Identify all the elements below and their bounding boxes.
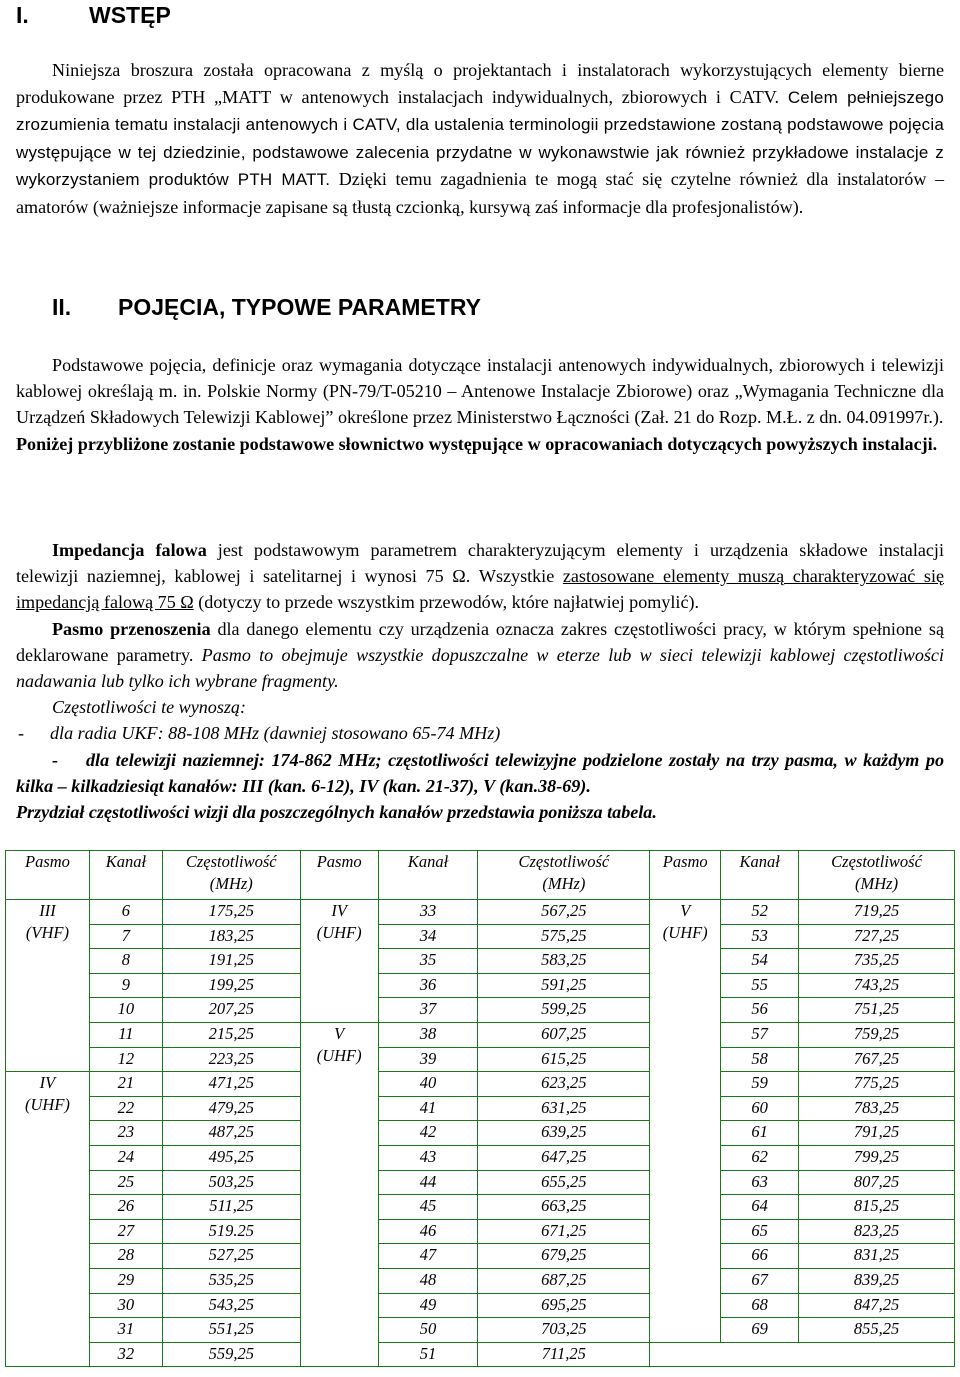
frequency-cell: 207,25 [162, 998, 300, 1023]
frequency-cell: 199,25 [162, 973, 300, 998]
frequency-cell: 783,25 [799, 1096, 955, 1121]
frequency-cell: 607,25 [478, 1022, 650, 1047]
channel-cell: 9 [89, 973, 162, 998]
channel-cell: 36 [378, 973, 478, 998]
channel-cell: 68 [721, 1293, 799, 1318]
band-paragraph [16, 616, 944, 695]
frequency-cell: 727,25 [799, 924, 955, 949]
frequency-cell: 815,25 [799, 1195, 955, 1220]
list-dash: - [52, 749, 59, 770]
frequency-cell: 567,25 [478, 900, 650, 925]
channel-cell: 58 [721, 1047, 799, 1072]
channel-cell: 39 [378, 1047, 478, 1072]
channel-cell: 33 [378, 900, 478, 925]
band-name: V [680, 901, 691, 920]
intro-text-3: Dzięki temu zagadnienia te mogą stać się czytelne również dla instalatorów – amatorów (ważniejsze informacje zapisane są tłustą czcionką, kursywą zaś informacje dla profesjonalistów). [16, 169, 945, 217]
channel-cell: 56 [721, 998, 799, 1023]
parameters-section [16, 537, 944, 825]
impedance-underlined-text: zastosowane elementy muszą charakteryzować się impedancją falową 75 Ω [16, 566, 944, 613]
table-row [6, 998, 955, 1023]
frequency-cell: 847,25 [799, 1293, 955, 1318]
frequency-cell: 807,25 [799, 1170, 955, 1195]
channel-cell: 31 [89, 1318, 162, 1343]
channel-cell: 40 [378, 1072, 478, 1097]
frequency-cell: 503,25 [162, 1170, 300, 1195]
frequency-cell: 591,25 [478, 973, 650, 998]
section-title: WSTĘP [89, 2, 171, 28]
intro-paragraph [16, 57, 944, 220]
frequency-cell: 183,25 [162, 924, 300, 949]
empty-cell [650, 1342, 955, 1367]
frequency-cell: 855,25 [799, 1318, 955, 1343]
table-row [6, 1244, 955, 1269]
channel-cell: 62 [721, 1145, 799, 1170]
channel-cell: 63 [721, 1170, 799, 1195]
band-cell-g3 [6, 900, 90, 1072]
frequency-cell: 583,25 [478, 949, 650, 974]
channel-cell: 34 [378, 924, 478, 949]
frequency-cell: 599,25 [478, 998, 650, 1023]
intro-text-1: Niniejsza broszura została opracowana z myślą o projektantach i instalatorach wykorzystujących elementy bierne produkowane przez PTH „MATT w antenowych instalacjach indywidualnych, zbiorowych i CATV. [16, 60, 944, 107]
channel-cell: 7 [89, 924, 162, 949]
frequency-cell: 719,25 [799, 900, 955, 925]
intro-text-2: Celem pełniejszego zrozumienia tematu instalacji antenowych i CATV, dla ustalenia terminologii przedstawione zostaną podstawowe pojęcia występujące w tej dziedzinie, podstawowe zalecenia przydatne w wykonawstwie jak również przykładowe instalacje z wykorzystaniem produktów PTH MATT. [16, 87, 944, 189]
table-row [6, 1072, 955, 1097]
table-row [6, 1293, 955, 1318]
header-frequency [162, 851, 300, 900]
channel-cell: 51 [378, 1342, 478, 1367]
channel-cell: 46 [378, 1219, 478, 1244]
frequency-cell: 647,25 [478, 1145, 650, 1170]
header-pasmo: Pasmo [300, 851, 378, 900]
frequency-cell: 743,25 [799, 973, 955, 998]
channel-cell: 22 [89, 1096, 162, 1121]
frequency-cell: 671,25 [478, 1219, 650, 1244]
channel-cell: 67 [721, 1268, 799, 1293]
table-header-row [6, 851, 955, 900]
channel-cell: 53 [721, 924, 799, 949]
channel-cell: 49 [378, 1293, 478, 1318]
header-frequency-label: Częstotliwość [831, 852, 922, 871]
section-heading-intro [16, 0, 171, 30]
band-cell-g4 [300, 900, 378, 1023]
channel-cell: 26 [89, 1195, 162, 1220]
channel-cell: 6 [89, 900, 162, 925]
list-dash: - [18, 723, 25, 744]
frequency-cell: 527,25 [162, 1244, 300, 1269]
channel-cell: 61 [721, 1121, 799, 1146]
frequency-cell: 519.25 [162, 1219, 300, 1244]
definitions-text: Podstawowe pojęcia, definicje oraz wymagania dotyczące instalacji antenowych indywidualnych, zbiorowych i telewizji kablowej określają m. in. Polskie Normy (PN-79/T-05210 – Antenowe Instalacje Zbiorowe) oraz „Wymagania Techniczne dla Urządzeń Składowych Telewizji Kablowej” określone przez Ministerstwo Łączności (Zał. 21 do Rozp. M.Ł. z dn. 04.091997r.). [16, 355, 944, 428]
channel-cell: 11 [89, 1022, 162, 1047]
channel-cell: 12 [89, 1047, 162, 1072]
frequency-cell: 679,25 [478, 1244, 650, 1269]
frequency-cell: 767,25 [799, 1047, 955, 1072]
channel-cell: 50 [378, 1318, 478, 1343]
channel-cell: 41 [378, 1096, 478, 1121]
band-name: III [39, 901, 56, 920]
section-number: I. [16, 2, 29, 28]
frequency-cell: 191,25 [162, 949, 300, 974]
frequency-cell: 687,25 [478, 1268, 650, 1293]
frequency-cell: 575,25 [478, 924, 650, 949]
frequency-cell: 535,25 [162, 1268, 300, 1293]
header-kanal: Kanał [89, 851, 162, 900]
frequency-cell: 175,25 [162, 900, 300, 925]
table-row [6, 1318, 955, 1343]
frequency-intro: Częstotliwości te wynoszą: [52, 697, 247, 718]
band-type: (UHF) [316, 923, 362, 942]
frequency-cell: 511,25 [162, 1195, 300, 1220]
table-row [6, 1022, 955, 1047]
table-row [6, 1268, 955, 1293]
list-item-tv [16, 747, 944, 799]
table-row [6, 1121, 955, 1146]
impedance-term: Impedancja falowa [52, 540, 207, 560]
definitions-paragraph [16, 352, 944, 457]
header-frequency-label: Częstotliwość [185, 852, 277, 871]
header-frequency-unit: (MHz) [855, 874, 899, 893]
channel-cell: 30 [89, 1293, 162, 1318]
table-row [6, 1145, 955, 1170]
band-type: (UHF) [25, 1095, 70, 1115]
table-row [6, 900, 955, 925]
frequency-cell: 759,25 [799, 1022, 955, 1047]
channel-cell: 55 [721, 973, 799, 998]
frequency-cell: 639,25 [478, 1121, 650, 1146]
channel-cell: 59 [721, 1072, 799, 1097]
channel-cell: 65 [721, 1219, 799, 1244]
channel-cell: 48 [378, 1268, 478, 1293]
channel-cell: 29 [89, 1268, 162, 1293]
table-row [6, 1195, 955, 1220]
header-frequency-unit: (MHz) [542, 874, 586, 893]
channel-cell: 47 [378, 1244, 478, 1269]
impedance-text-2: (dotyczy to przede wszystkim przewodów, które najłatwiej pomylić). [193, 592, 700, 613]
channel-cell: 60 [721, 1096, 799, 1121]
frequency-cell: 543,25 [162, 1293, 300, 1318]
header-kanal: Kanał [721, 851, 799, 900]
header-frequency-label: Częstotliwość [518, 852, 610, 871]
band-name: IV [331, 901, 347, 920]
channel-cell: 27 [89, 1219, 162, 1244]
frequency-cell: 655,25 [478, 1170, 650, 1195]
channel-cell: 57 [721, 1022, 799, 1047]
section-title: POJĘCIA, TYPOWE PARAMETRY [118, 294, 481, 320]
channel-cell: 45 [378, 1195, 478, 1220]
list-item-radio-text: dla radia UKF: 88-108 MHz (dawniej stosowano 65-74 MHz) [50, 723, 501, 744]
list-item-tv-text: dla telewizji naziemnej: 174-862 MHz; częstotliwości telewizyjne podzielone zostały na trzy pasma, w każdym po kilka – kilkadziesiąt kanałów: III (kan. 6-12), IV (kan. 21-37), V (kan.38-69). [16, 749, 944, 796]
channel-cell: 28 [89, 1244, 162, 1269]
frequency-cell: 695,25 [478, 1293, 650, 1318]
frequency-cell: 615,25 [478, 1047, 650, 1072]
band-text-2: Pasmo to obejmuje wszystkie dopuszczalne w eterze lub w sieci telewizji kablowej częstotliwości nadawania lub tylko ich wybrane fragmenty. [16, 644, 944, 692]
table-intro: Przydział częstotliwości wizji dla poszczególnych kanałów przedstawia poniższa tabela. [16, 802, 657, 823]
band-type: (UHF) [662, 923, 708, 942]
band-term: Pasmo przenoszenia [52, 618, 211, 639]
section-heading-concepts [52, 292, 481, 322]
frequency-cell: 711,25 [478, 1342, 650, 1367]
band-cell-g5 [300, 1022, 378, 1366]
channel-cell: 32 [89, 1342, 162, 1367]
frequency-cell: 735,25 [799, 949, 955, 974]
table-row [6, 949, 955, 974]
band-name: V [334, 1023, 345, 1043]
band-name: IV [39, 1073, 56, 1093]
frequency-cell: 791,25 [799, 1121, 955, 1146]
channel-cell: 42 [378, 1121, 478, 1146]
section-number: II. [52, 294, 72, 320]
frequency-cell: 479,25 [162, 1096, 300, 1121]
table-row [6, 1342, 955, 1367]
table-row [6, 1096, 955, 1121]
frequency-cell: 631,25 [478, 1096, 650, 1121]
channel-cell: 21 [89, 1072, 162, 1097]
header-frequency [478, 851, 650, 900]
channel-cell: 35 [378, 949, 478, 974]
band-type: (VHF) [25, 923, 69, 942]
channel-cell: 54 [721, 949, 799, 974]
header-frequency-unit: (MHz) [209, 874, 253, 893]
frequency-cell: 663,25 [478, 1195, 650, 1220]
frequency-cell: 839,25 [799, 1268, 955, 1293]
frequency-cell: 823,25 [799, 1219, 955, 1244]
band-text-1: dla danego elementu czy urządzenia oznacza zakres częstotliwości pracy, w którym spełnione są deklarowane parametry. [16, 618, 944, 665]
table-row [6, 1219, 955, 1244]
frequency-cell: 831,25 [799, 1244, 955, 1269]
frequency-cell: 471,25 [162, 1072, 300, 1097]
table-row [6, 924, 955, 949]
header-pasmo: Pasmo [6, 851, 90, 900]
impedance-text-1: jest podstawowym parametrem charakteryzującym elementy i urządzenia składowe instalacji telewizji naziemnej, kablowej i satelitarnej i wynosi 75 Ω. Wszystkie [16, 540, 944, 587]
band-cell-g5 [650, 900, 721, 1343]
channel-cell: 38 [378, 1022, 478, 1047]
frequency-cell: 551,25 [162, 1318, 300, 1343]
channel-cell: 66 [721, 1244, 799, 1269]
frequency-cell: 495,25 [162, 1145, 300, 1170]
channel-cell: 24 [89, 1145, 162, 1170]
frequency-table [5, 850, 955, 1367]
channel-cell: 25 [89, 1170, 162, 1195]
channel-cell: 8 [89, 949, 162, 974]
channel-cell: 44 [378, 1170, 478, 1195]
band-type: (UHF) [316, 1045, 362, 1065]
band-cell-g4 [6, 1072, 90, 1367]
impedance-paragraph [16, 537, 944, 616]
definitions-bold-text: Poniżej przybliżone zostanie podstawowe słownictwo występujące w opracowaniach dotyczących powyższych instalacji. [16, 433, 938, 454]
table-row [6, 1170, 955, 1195]
header-pasmo: Pasmo [650, 851, 721, 900]
table-row [6, 1047, 955, 1072]
channel-cell: 52 [721, 900, 799, 925]
frequency-cell: 215,25 [162, 1022, 300, 1047]
frequency-cell: 623,25 [478, 1072, 650, 1097]
header-kanal: Kanał [378, 851, 478, 900]
channel-cell: 10 [89, 998, 162, 1023]
frequency-cell: 751,25 [799, 998, 955, 1023]
channel-cell: 37 [378, 998, 478, 1023]
table-row [6, 973, 955, 998]
frequency-cell: 775,25 [799, 1072, 955, 1097]
channel-cell: 23 [89, 1121, 162, 1146]
frequency-cell: 559,25 [162, 1342, 300, 1367]
frequency-cell: 487,25 [162, 1121, 300, 1146]
frequency-cell: 799,25 [799, 1145, 955, 1170]
channel-cell: 64 [721, 1195, 799, 1220]
channel-cell: 69 [721, 1318, 799, 1343]
channel-cell: 43 [378, 1145, 478, 1170]
frequency-cell: 703,25 [478, 1318, 650, 1343]
frequency-cell: 223,25 [162, 1047, 300, 1072]
header-frequency [799, 851, 955, 900]
list-item-radio [16, 720, 944, 746]
